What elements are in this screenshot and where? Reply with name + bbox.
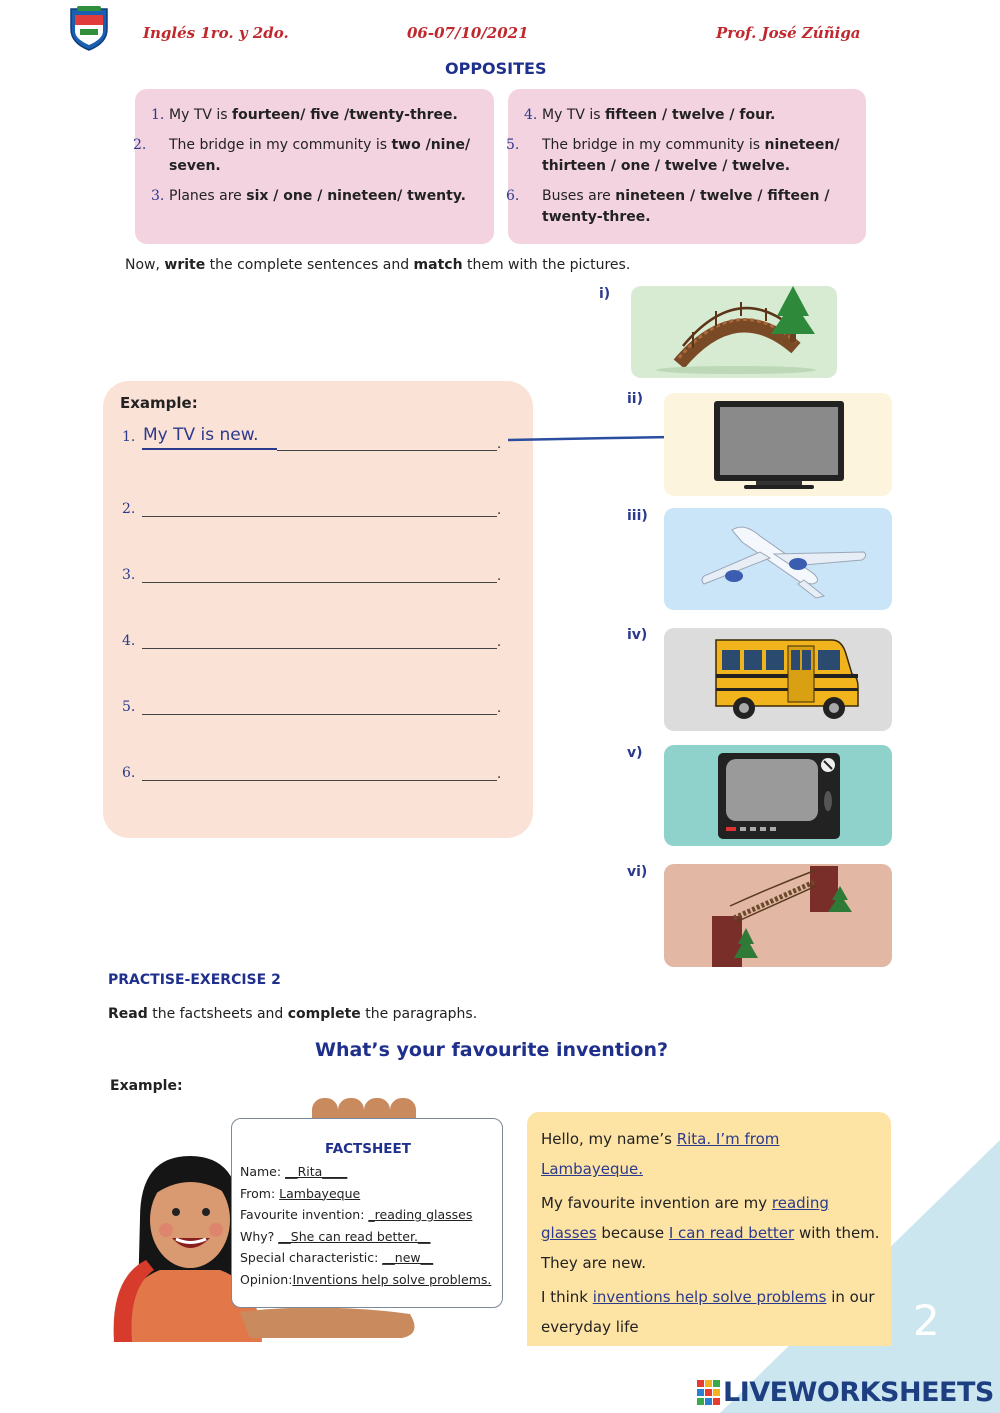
picture-old-tv[interactable] [664,745,892,846]
list-item: 3. Planes are six / one / nineteen/ twenty. [151,188,467,204]
list-item: 5. The bridge in my community is nineteen/ thirteen / one / twelve / twelve. [506,137,840,174]
instruction-write-match: Now, write the complete sentences and match them with the pictures. [125,257,631,273]
header-date: 06-07/10/2021 [407,24,529,42]
school-bus-icon [664,628,892,731]
airplane-icon [664,508,892,610]
liveworksheets-logo-icon [697,1380,721,1406]
old-tv-icon [664,745,892,846]
factsheet-name: Name: __Rita____ [240,1164,348,1179]
example-underline [142,448,277,450]
list-item: 2. The bridge in my community is two /nine/ seven. [133,137,471,174]
picture-wooden-bridge[interactable] [631,286,837,378]
header-teacher: Prof. José Zúñiga [716,24,861,42]
factsheet-why: Why? __She can read better.__ [240,1228,431,1244]
picture-label-v: v) [627,745,643,761]
factsheet-invention: Favourite invention: _reading glasses [240,1207,473,1222]
picture-label-vi: vi) [627,864,648,880]
answer-line-6[interactable] [142,760,497,781]
paragraph-note [527,1112,891,1346]
wooden-bridge-icon [631,286,837,378]
example-label-2: Example: [110,1078,183,1094]
list-item: 6. Buses are nineteen / twelve / fifteen / twenty-three. [506,188,830,225]
line-number: 1. [122,429,136,445]
line-end: . [497,503,502,518]
answer-line-3[interactable] [142,562,497,583]
opposites-box-left [135,89,494,244]
line-end: . [497,701,502,716]
factsheet-from: From: Lambayeque [240,1185,361,1201]
line-number: 5. [122,699,136,715]
instruction-read-complete: Read the factsheets and complete the paragraphs. [108,1006,478,1022]
paragraph-line-3: I think inventions help solve problems in our everyday life [541,1288,875,1336]
brand-text: LIVEWORKSHEETS [723,1377,994,1408]
factsheet-title: FACTSHEET [325,1141,411,1157]
brand-logo [697,1377,994,1408]
picture-airplane[interactable] [664,508,892,610]
flat-tv-icon [664,393,892,496]
answer-line-5[interactable] [142,694,497,715]
section-title-exercise-2: PRACTISE-EXERCISE 2 [108,972,281,988]
paragraph-line-2: My favourite invention are my reading glasses because I can read better with them. They are new. [541,1194,880,1272]
line-end: . [497,635,502,650]
answer-line-2[interactable] [142,496,497,517]
picture-label-iii: iii) [627,508,648,524]
picture-label-i: i) [599,286,611,302]
line-end: . [497,569,502,584]
list-item: 1. My TV is fourteen/ five /twenty-three. [151,107,458,123]
picture-flat-tv[interactable] [664,393,892,496]
paragraph-line-1: Hello, my name’s Rita. I’m from Lambayeque. [541,1130,780,1178]
picture-label-iv: iv) [627,627,648,643]
school-crest-icon [68,5,110,51]
picture-school-bus[interactable] [664,628,892,731]
line-number: 2. [122,501,136,517]
answer-line-1[interactable] [277,430,497,451]
factsheet-opinion: Opinion:Inventions help solve problems. [240,1271,492,1287]
section-title-opposites: OPPOSITES [445,59,547,78]
rope-bridge-icon [664,864,892,967]
line-number: 6. [122,765,136,781]
picture-rope-bridge[interactable] [664,864,892,967]
page-number: 2 [913,1296,940,1345]
factsheet-special: Special characteristic: __new__ [240,1250,434,1265]
factsheet-card [231,1118,503,1308]
header-subject: Inglés 1ro. y 2do. [143,24,289,42]
example-answer: My TV is new. [143,425,259,445]
picture-label-ii: ii) [627,391,643,407]
question-title: What’s your favourite invention? [315,1039,669,1061]
line-number: 3. [122,567,136,583]
example-label: Example: [120,394,198,412]
line-number: 4. [122,633,136,649]
line-end: . [497,767,502,782]
opposites-box-right [508,89,866,244]
list-item: 4. My TV is fifteen / twelve / four. [524,107,776,123]
answer-line-4[interactable] [142,628,497,649]
line-end: . [497,437,502,452]
